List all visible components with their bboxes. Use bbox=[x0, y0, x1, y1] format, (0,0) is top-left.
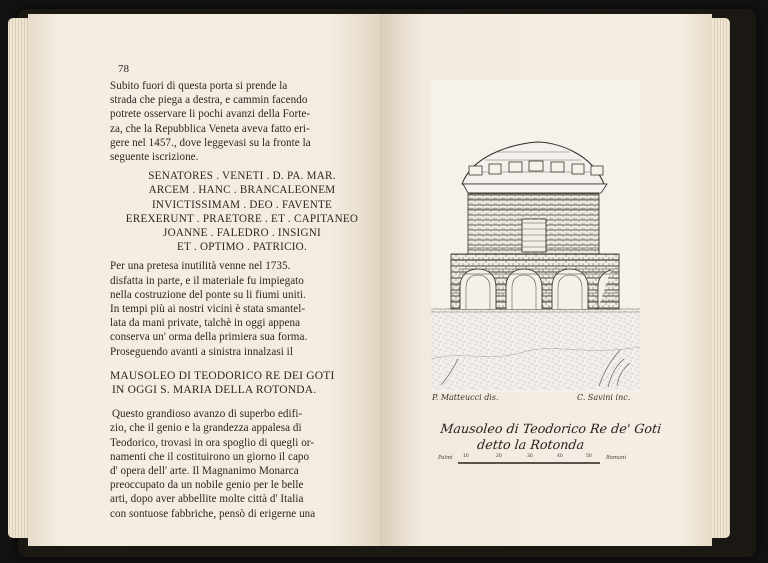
paragraph-2-line: Per una pretesa inutilità venne nel 1735. bbox=[110, 260, 291, 273]
plate-credit-right: C. Savini inc. bbox=[577, 393, 631, 402]
paragraph-3-line: Teodorico, trovasi in ora spoglio di quegli or- bbox=[110, 436, 315, 449]
paragraph-2-line: nella costruzione del ponte su li fiumi uniti. bbox=[110, 288, 306, 301]
page-number: 78 bbox=[118, 63, 129, 75]
paragraph-3-line: d' opera dell' arte. Il Magnanimo Monarca bbox=[110, 465, 299, 478]
paragraph-2-line: lata da mani private, talchè in oggi appena bbox=[110, 317, 301, 330]
paragraph-2-line: disfatta in parte, e il materiale fu impiegato bbox=[110, 274, 304, 287]
scale-mark: 30 bbox=[527, 454, 533, 459]
inscription-line: ET . OPTIMO . PATRICIO. bbox=[177, 241, 307, 254]
caption-line: detto la Rotonda bbox=[476, 437, 585, 452]
scale-mark: 20 bbox=[496, 454, 502, 459]
scale-right-label: Romani bbox=[605, 455, 626, 461]
paragraph-1-line: za, che la Repubblica Veneta aveva fatto eri- bbox=[110, 122, 310, 135]
paragraph-3-line: preoccupato da un nobile genio per le belle bbox=[110, 479, 304, 492]
scale-left-label: Palmi bbox=[438, 455, 453, 461]
paragraph-1-line: strada che piega a destra, e cammin facendo bbox=[110, 94, 308, 107]
paragraph-2-line: In tempi più ai nostri vicini è stata smantel- bbox=[110, 303, 306, 316]
paragraph-3-line: arti, dopo aver abbellite molte città d' Italia bbox=[110, 493, 304, 506]
paragraph-3-line: con sontuose fabbriche, pensò di erigerne una bbox=[110, 507, 316, 520]
paragraph-3-line: zio, che il genio e la grandezza appalesa di bbox=[110, 422, 302, 435]
inscription-line: EREXERUNT . PRAETORE . ET . CAPITANEO bbox=[125, 212, 359, 225]
scale-mark: 40 bbox=[557, 454, 563, 459]
paragraph-2-line: conserva un' orma della primiera sua forma. bbox=[110, 331, 308, 344]
section-title-line: IN OGGI S. MARIA DELLA ROTONDA. bbox=[112, 384, 317, 397]
paragraph-1-line: potrete osservare li pochi avanzi della Forte- bbox=[110, 108, 311, 121]
paragraph-1-line: seguente iscrizione. bbox=[110, 151, 199, 164]
scale-mark: 50 bbox=[586, 454, 592, 459]
left-page-text bbox=[110, 65, 378, 521]
inscription-line: SENATORES . VENETI . D. PA. MAR. bbox=[148, 170, 336, 183]
plate-credit-left: P. Matteucci dis. bbox=[432, 393, 499, 402]
measurement-scale bbox=[438, 455, 626, 467]
inscription-line: JOANNE . FALEDRO . INSIGNI bbox=[163, 227, 321, 240]
plate-caption bbox=[433, 421, 666, 453]
caption-line: Mausoleo di Teodorico Re de' Goti bbox=[439, 421, 663, 436]
paragraph-1-line: Subito fuori di questa porta si prende la bbox=[110, 80, 288, 92]
inscription-line: ARCEM . HANC . BRANCALEONEM bbox=[148, 184, 336, 197]
scale-mark: 10 bbox=[463, 454, 469, 459]
mausoleum-illustration bbox=[431, 80, 640, 392]
inscription-line: INVICTISSIMAM . DEO . FAVENTE bbox=[151, 198, 333, 211]
paragraph-3-line: Questo grandioso avanzo di superbo edifi- bbox=[112, 408, 303, 421]
paragraph-1-line: gere nel 1457., dove leggevasi su la fronte la bbox=[110, 136, 311, 149]
section-title-line: MAUSOLEO DI TEODORICO RE DEI GOTI bbox=[110, 369, 335, 382]
right-page-edge bbox=[710, 18, 730, 538]
scale-line bbox=[458, 462, 600, 464]
ground-texture bbox=[431, 308, 640, 390]
paragraph-3-line: namenti che il costituirono un giorno il capo bbox=[110, 450, 310, 463]
paragraph-2-line: Proseguendo avanti a sinistra innalzasi il bbox=[110, 345, 293, 358]
